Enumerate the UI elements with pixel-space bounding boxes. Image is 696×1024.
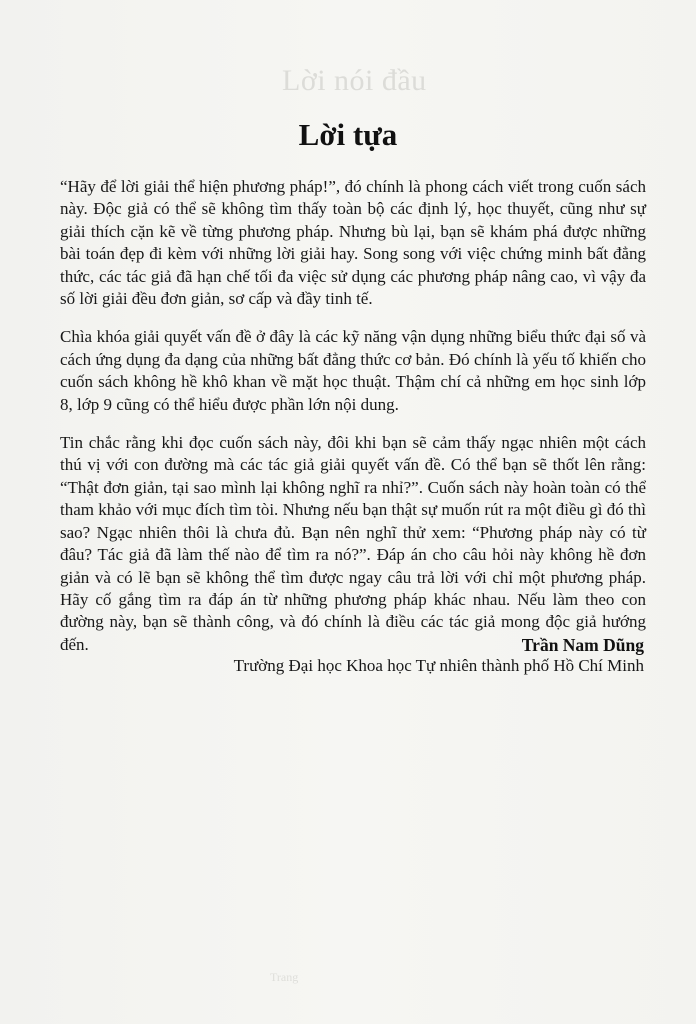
page-title: Lời tựa [298,116,398,152]
signature-name: Trần Nam Dũng [521,635,644,655]
bleed-through-title: Lời nói đầu [282,64,427,97]
signature-affiliation: Trường Đại học Khoa học Tự nhiên thành phố Hồ Chí Minh [233,656,644,675]
paragraph-1: “Hãy để lời giải thể hiện phương pháp!”, đó chính là phong cách viết trong cuốn sách này. Độc giả có thể sẽ không tìm thấy toàn bộ các định lý, học thuyết, cũng như sự giải thích cặn kẽ về từng phương pháp. Nhưng bù lại, bạn sẽ khám phá được những bài toán đẹp đi kèm với những lời giải hay. Song song với việc chứng minh bất đẳng thức, các tác giả đã hạn chế tối đa việc sử dụng các phương pháp nâng cao, vì vậy đa số lời giải đều đơn giản, sơ cấp và đầy tinh tế. [60,177,646,309]
paragraph-2: Chìa khóa giải quyết vấn đề ở đây là các kỹ năng vận dụng những biểu thức đại số và cách ứng dụng đa dạng của những bất đẳng thức cơ bản. Đó chính là yếu tố khiến cho cuốn sách không hề khô khan về mặt học thuật. Thậm chí cả những em học sinh lớp 8, lớp 9 cũng có thể hiểu được phần lớn nội dung. [60,327,646,414]
paragraph-3: Tin chắc rằng khi đọc cuốn sách này, đôi khi bạn sẽ cảm thấy ngạc nhiên một cách thú vị với con đường mà các tác giả giải quyết vấn đề. Có thể bạn sẽ thốt lên rằng: “Thật đơn giản, tại sao mình lại không nghĩ ra nhỉ?”. Cuốn sách này hoàn toàn có thể tham khảo với mục đích tìm tòi. Nhưng nếu bạn thật sự muốn rút ra một điều gì đó thì sao? Ngạc nhiên thôi là chưa đủ. Bạn nên nghĩ thử xem: “Phương pháp này có từ đâu? Tác giả đã làm thế nào để tìm ra nó?”. Đáp án cho câu hỏi này không hề đơn giản và có lẽ bạn sẽ không thể tìm được ngay câu trả lời với chỉ một phương pháp. Hãy cố gắng tìm ra đáp án từ những phương pháp khác nhau. Nếu làm theo con đường này, bạn sẽ thành công, và đó chính là điều các tác giả mong độc giả hướng đến. [60,433,646,654]
bleed-through-footer: Trang [270,970,299,984]
preface-body [60,176,646,672]
